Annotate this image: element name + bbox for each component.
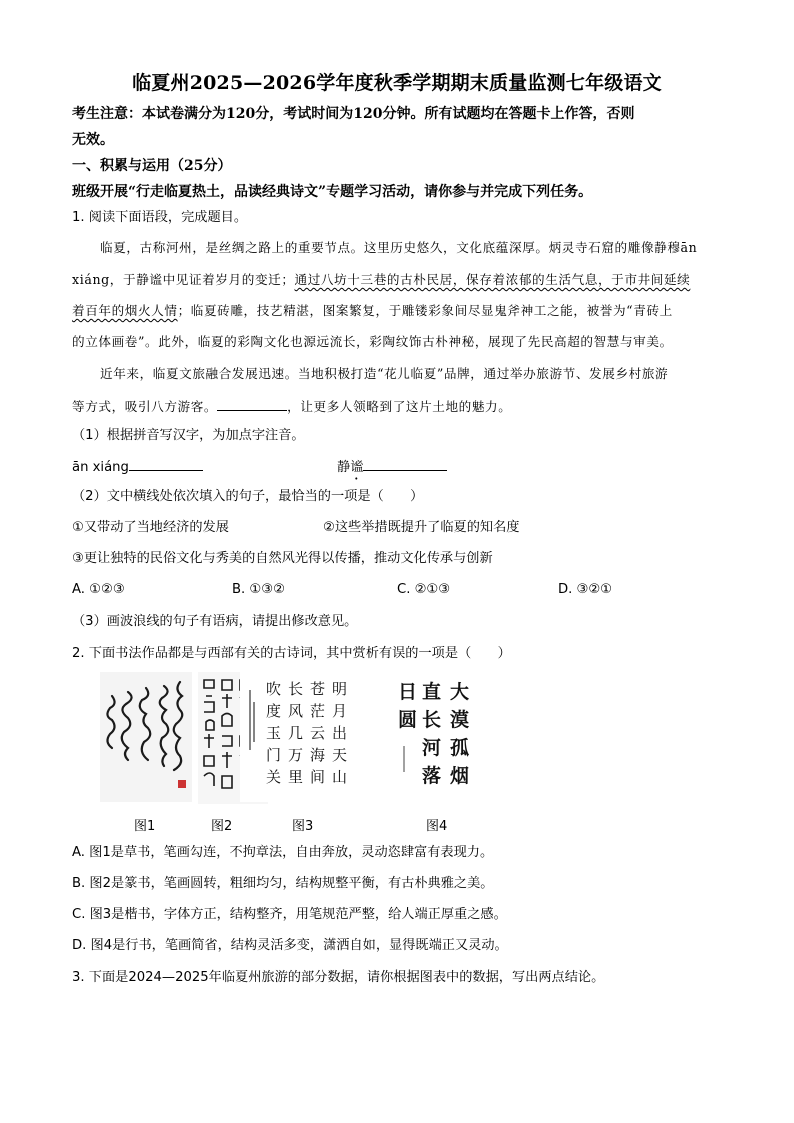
- sentence-option-1: ①又带动了当地经济的发展: [72, 520, 229, 535]
- svg-text:门: 门: [266, 746, 282, 764]
- passage-line-2a: xiáng，于静谧中见证着岁月的变迁；: [72, 272, 295, 287]
- svg-text:茫: 茫: [310, 702, 326, 720]
- exam-title: 临夏州2025—2026学年度秋季学期期末质量监测七年级语文: [132, 72, 662, 94]
- svg-text:玉: 玉: [266, 724, 282, 742]
- q1-stem: 1. 阅读下面语段，完成题目。: [72, 210, 248, 225]
- sentence-option-3: ③更让独特的民俗文化与秀美的自然风光得以传播，推动文化传承与创新: [72, 551, 493, 566]
- svg-text:漠: 漠: [450, 709, 470, 731]
- passage-line-3: [72, 301, 673, 321]
- svg-text:落: 落: [422, 765, 442, 787]
- sentence-option-2: ②这些举措既提升了临夏的知名度: [323, 520, 520, 535]
- q1-sub3: （3）画波浪线的句子有语病，请提出修改意见。: [72, 614, 358, 629]
- passage-p2-line-2: [72, 396, 511, 417]
- section-intro: 班级开展“行走临夏热土，品读经典诗文”专题学习活动，请你参与并完成下列任务。: [72, 184, 593, 200]
- wavy-sentence-part2: 着百年的烟火人情: [72, 303, 178, 318]
- passage-p2-line-2b: ，让更多人领略到了这片土地的魅力。: [287, 399, 512, 414]
- passage-p2-line-2a: 等方式，吸引八方游客。: [72, 399, 218, 414]
- q2-option-d[interactable]: D. 图4是行书，笔画简省，结构灵活多变，潇洒自如，显得既端正又灵动。: [72, 938, 508, 953]
- q1-option-a[interactable]: A. ①②③: [72, 582, 125, 597]
- fill-blank[interactable]: [217, 396, 287, 411]
- figure-2-label: 图2: [211, 819, 233, 834]
- passage-p2-line-1: 近年来，临夏文旅融合发展迅速。当地积极打造“花儿临夏”品牌，通过举办旅游节、发展乡村旅游: [100, 366, 669, 381]
- svg-text:海: 海: [310, 746, 326, 764]
- q2-option-b[interactable]: B. 图2是篆书，笔画圆转，粗细均匀，结构规整平衡，有古朴典雅之美。: [72, 876, 494, 891]
- word-char-mi-dotted: 谧: [350, 460, 364, 475]
- svg-text:日: 日: [398, 681, 418, 703]
- pinyin-label: ān xiáng: [72, 460, 129, 475]
- q1-sub1: （1）根据拼音写汉字，为加点字注音。: [72, 428, 305, 443]
- svg-text:明: 明: [332, 680, 348, 698]
- notice-line-1: 考生注意：本试卷满分为120分，考试时间为120分钟。所有试题均在答题卡上作答，否则: [72, 106, 635, 122]
- svg-text:云: 云: [310, 724, 326, 742]
- q1-option-c[interactable]: C. ②①③: [397, 582, 451, 597]
- svg-text:孤: 孤: [450, 737, 470, 759]
- svg-text:风: 风: [288, 702, 304, 720]
- svg-text:山: 山: [332, 768, 348, 786]
- figure-4-label: 图4: [426, 819, 448, 834]
- svg-text:苍: 苍: [310, 680, 326, 698]
- svg-text:天: 天: [332, 746, 348, 764]
- svg-text:几: 几: [288, 724, 304, 742]
- svg-text:烟: 烟: [450, 765, 470, 787]
- svg-text:里: 里: [288, 768, 304, 786]
- svg-text:间: 间: [310, 768, 326, 786]
- q1-option-b[interactable]: B. ①③②: [232, 582, 285, 597]
- q2-stem: 2. 下面书法作品都是与西部有关的古诗词，其中赏析有误的一项是（ ）: [72, 646, 511, 661]
- passage-line-2: [72, 270, 690, 290]
- notice-line-2: 无效。: [72, 132, 114, 148]
- passage-line-3b: ；临夏砖雕，技艺精湛，图案繁复，于雕镂彩象间尽显鬼斧神工之能，被誉为“青砖上: [177, 303, 673, 318]
- figure-4-running-script: [396, 676, 476, 794]
- word-answer-row: [337, 456, 447, 483]
- svg-text:月: 月: [332, 702, 348, 720]
- svg-text:长: 长: [422, 709, 442, 731]
- q1-option-d[interactable]: D. ③②①: [558, 582, 613, 597]
- passage-line-1: 临夏，古称河州，是丝绸之路上的重要节点。这里历史悠久，文化底蕴深厚。炳灵寺石窟的雕像静穆ān: [100, 240, 698, 255]
- figure-1-label: 图1: [134, 819, 156, 834]
- q2-option-c[interactable]: C. 图3是楷书，字体方正，结构整齐，用笔规范严整，给人端正厚重之感。: [72, 907, 507, 922]
- svg-text:关: 关: [266, 768, 282, 786]
- svg-text:河: 河: [422, 737, 442, 759]
- svg-text:吹: 吹: [266, 680, 282, 698]
- zhuyin-answer-blank[interactable]: [363, 456, 447, 471]
- section-heading: 一、积累与运用（25分）: [72, 158, 232, 174]
- q3-stem: 3. 下面是2024—2025年临夏州旅游的部分数据，请你根据图表中的数据，写出两点结论。: [72, 970, 605, 985]
- figure-3-label: 图3: [292, 819, 314, 834]
- figure-3-regular-script: [240, 672, 348, 802]
- svg-text:直: 直: [422, 681, 442, 703]
- q1-sub2: （2）文中横线处依次填入的句子，最恰当的一项是（ ）: [72, 489, 424, 504]
- svg-text:万: 万: [288, 746, 304, 764]
- svg-text:度: 度: [266, 702, 282, 720]
- wavy-sentence-part1: 通过八坊十三巷的古朴民居，保存着浓郁的生活气息，于市井间延续: [294, 272, 691, 287]
- svg-text:大: 大: [450, 681, 470, 703]
- svg-text:长: 长: [288, 680, 304, 698]
- svg-text:出: 出: [332, 724, 348, 742]
- pinyin-answer-blank[interactable]: [129, 456, 203, 471]
- svg-text:圆: 圆: [398, 709, 418, 731]
- q2-option-a[interactable]: A. 图1是草书，笔画勾连，不拘章法，自由奔放，灵动恣肆富有表现力。: [72, 845, 494, 860]
- passage-line-4: 的立体画卷”。此外，临夏的彩陶文化也源远流长，彩陶纹饰古朴神秘，展现了先民高超的智慧与审美。: [72, 334, 673, 349]
- figure-1-cursive-calligraphy: [100, 672, 192, 802]
- pinyin-answer-row: [72, 456, 203, 478]
- word-char-jing: 静: [337, 460, 351, 475]
